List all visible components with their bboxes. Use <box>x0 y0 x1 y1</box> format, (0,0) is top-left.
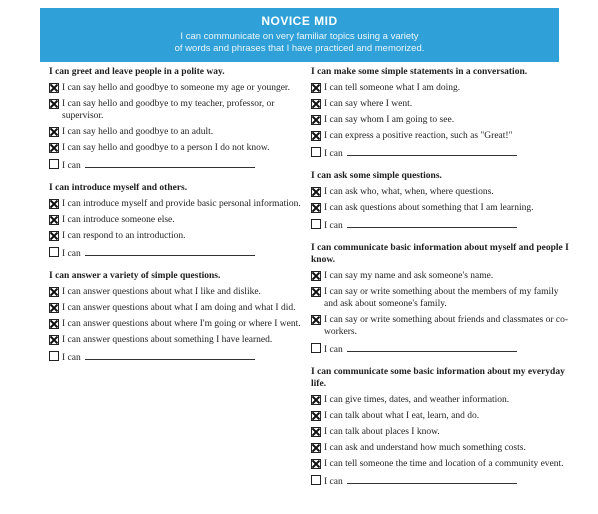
empty-checkbox[interactable] <box>311 147 321 157</box>
item-label: I can ask who, what, when, where questions. <box>324 187 494 197</box>
empty-checkbox[interactable] <box>49 159 59 169</box>
item-label: I can express a positive reaction, such as "Great!" <box>324 131 513 141</box>
item-text <box>324 202 571 214</box>
checked-checkbox[interactable] <box>49 319 59 329</box>
write-in-line[interactable] <box>347 218 517 228</box>
checklist-item <box>311 114 571 126</box>
write-in-line[interactable] <box>347 146 517 156</box>
section-title: I can answer a variety of simple questions. <box>49 271 221 281</box>
item-text <box>324 410 571 422</box>
item-text <box>324 474 571 488</box>
empty-checkbox[interactable] <box>311 219 321 229</box>
item-label: I can say hello and goodbye to someone my age or younger. <box>62 83 290 93</box>
section-title: I can ask some simple questions. <box>311 171 442 181</box>
checklist-item <box>311 82 571 94</box>
checked-checkbox[interactable] <box>311 99 321 109</box>
checklist-item <box>311 394 571 406</box>
item-label: I can talk about what I eat, learn, and do. <box>324 411 480 421</box>
level-description-line-1: I can communicate on very familiar topics using a variety <box>180 31 419 42</box>
checklist-item <box>311 314 571 338</box>
checklist-item <box>311 442 571 454</box>
checklist-section <box>49 66 301 172</box>
checked-checkbox[interactable] <box>49 231 59 241</box>
checklist-item <box>311 98 571 110</box>
empty-checkbox[interactable] <box>49 247 59 257</box>
item-label: I can respond to an introduction. <box>62 231 186 241</box>
checked-checkbox[interactable] <box>311 271 321 281</box>
checklist-item <box>311 202 571 214</box>
write-in-line[interactable] <box>347 342 517 352</box>
empty-checkbox[interactable] <box>311 475 321 485</box>
section-title: I can communicate some basic information about my everyday life. <box>311 367 565 389</box>
item-label: I can give times, dates, and weather information. <box>324 395 510 405</box>
item-label: I can <box>62 161 81 171</box>
item-label: I can say or write something about the members of my family and ask about someone's family. <box>324 287 559 309</box>
item-label: I can say hello and goodbye to a person I do not know. <box>62 143 270 153</box>
item-label: I can <box>324 149 343 159</box>
checked-checkbox[interactable] <box>49 143 59 153</box>
item-text <box>62 142 301 154</box>
item-label: I can <box>62 353 81 363</box>
checked-checkbox[interactable] <box>311 203 321 213</box>
checklist-section <box>311 242 571 356</box>
section-title: I can communicate basic information about myself and people I know. <box>311 243 569 265</box>
item-text <box>62 302 301 314</box>
checklist-item <box>49 318 301 330</box>
checked-checkbox[interactable] <box>311 427 321 437</box>
checklist-item <box>311 426 571 438</box>
checklist-item <box>49 230 301 242</box>
checklist-section <box>49 182 301 260</box>
checked-checkbox[interactable] <box>311 395 321 405</box>
checklist-item <box>49 214 301 226</box>
checked-checkbox[interactable] <box>311 115 321 125</box>
item-label: I can say or write something about friends and classmates or co-workers. <box>324 315 569 337</box>
checklist-item <box>49 350 301 364</box>
item-text <box>62 158 301 172</box>
item-text <box>324 186 571 198</box>
item-label: I can say where I went. <box>324 99 413 109</box>
checklist-section <box>49 270 301 364</box>
item-text <box>324 342 571 356</box>
item-text <box>62 246 301 260</box>
level-title: NOVICE MID <box>261 14 338 28</box>
checklist-item <box>311 186 571 198</box>
item-text <box>324 218 571 232</box>
empty-checkbox[interactable] <box>49 351 59 361</box>
section-title: I can greet and leave people in a polite way. <box>49 67 225 77</box>
item-label: I can answer questions about something I have learned. <box>62 335 273 345</box>
empty-checkbox[interactable] <box>311 343 321 353</box>
checklist-item <box>49 198 301 210</box>
checked-checkbox[interactable] <box>311 83 321 93</box>
checked-checkbox[interactable] <box>49 335 59 345</box>
section-title: I can introduce myself and others. <box>49 183 188 193</box>
item-label: I can <box>324 345 343 355</box>
checked-checkbox[interactable] <box>49 127 59 137</box>
checked-checkbox[interactable] <box>49 83 59 93</box>
level-description-line-2: of words and phrases that I have practiced and memorized. <box>174 43 425 54</box>
checked-checkbox[interactable] <box>49 199 59 209</box>
item-label: I can answer questions about what I am doing and what I did. <box>62 303 296 313</box>
item-text <box>324 458 571 470</box>
item-label: I can say hello and goodbye to my teacher, professor, or supervisor. <box>62 99 275 121</box>
right-column <box>311 66 571 498</box>
item-text <box>62 126 301 138</box>
item-text <box>62 286 301 298</box>
item-text <box>62 350 301 364</box>
item-text <box>324 314 571 338</box>
write-in-line[interactable] <box>347 474 517 484</box>
item-text <box>62 198 301 210</box>
item-text <box>324 270 571 282</box>
checklist-item <box>311 474 571 488</box>
checklist-section <box>311 366 571 488</box>
checklist-item <box>311 146 571 160</box>
item-label: I can <box>324 221 343 231</box>
item-label: I can tell someone what I am doing. <box>324 83 461 93</box>
checklist-item <box>49 246 301 260</box>
header-banner <box>40 8 559 62</box>
item-text <box>62 334 301 346</box>
checked-checkbox[interactable] <box>311 315 321 325</box>
checked-checkbox[interactable] <box>49 99 59 109</box>
item-text <box>324 286 571 310</box>
section-title: I can make some simple statements in a conversation. <box>311 67 528 77</box>
checked-checkbox[interactable] <box>311 459 321 469</box>
checklist-item <box>311 218 571 232</box>
item-label: I can talk about places I know. <box>324 427 440 437</box>
item-text <box>62 82 301 94</box>
item-text <box>62 98 301 122</box>
checklist-item <box>311 458 571 470</box>
item-label: I can say whom I am going to see. <box>324 115 455 125</box>
checked-checkbox[interactable] <box>311 411 321 421</box>
checklist-item <box>49 334 301 346</box>
item-label: I can introduce myself and provide basic personal information. <box>62 199 301 209</box>
checklist-item <box>49 302 301 314</box>
item-label: I can tell someone the time and location of a community event. <box>324 459 564 469</box>
item-label: I can answer questions about what I like and dislike. <box>62 287 261 297</box>
item-label: I can say hello and goodbye to an adult. <box>62 127 214 137</box>
checklist-item <box>49 142 301 154</box>
checklist-item <box>49 82 301 94</box>
checklist-item <box>49 158 301 172</box>
checklist-item <box>311 342 571 356</box>
write-in-line[interactable] <box>85 246 255 256</box>
left-column <box>49 66 301 374</box>
checked-checkbox[interactable] <box>49 303 59 313</box>
checklist-section <box>311 66 571 160</box>
item-text <box>62 230 301 242</box>
checklist-item <box>311 410 571 422</box>
level-description <box>40 31 559 55</box>
checklist-item <box>49 286 301 298</box>
item-text <box>324 146 571 160</box>
write-in-line[interactable] <box>85 158 255 168</box>
item-text <box>324 130 571 142</box>
item-label: I can ask questions about something that I am learning. <box>324 203 534 213</box>
item-text <box>62 318 301 330</box>
item-text <box>324 426 571 438</box>
item-text <box>62 214 301 226</box>
checked-checkbox[interactable] <box>49 215 59 225</box>
item-label: I can answer questions about where I'm going or where I went. <box>62 319 301 329</box>
checklist-item <box>49 98 301 122</box>
checklist-item <box>311 130 571 142</box>
item-text <box>324 442 571 454</box>
item-label: I can ask and understand how much something costs. <box>324 443 526 453</box>
checklist-section <box>311 170 571 232</box>
item-text <box>324 98 571 110</box>
item-text <box>324 394 571 406</box>
item-label: I can introduce someone else. <box>62 215 175 225</box>
checklist-item <box>311 286 571 310</box>
checked-checkbox[interactable] <box>311 287 321 297</box>
checklist-item <box>311 270 571 282</box>
checked-checkbox[interactable] <box>311 187 321 197</box>
item-label: I can say my name and ask someone's name. <box>324 271 494 281</box>
checklist-item <box>49 126 301 138</box>
item-text <box>324 82 571 94</box>
checked-checkbox[interactable] <box>311 131 321 141</box>
write-in-line[interactable] <box>85 350 255 360</box>
checked-checkbox[interactable] <box>49 287 59 297</box>
checked-checkbox[interactable] <box>311 443 321 453</box>
item-label: I can <box>62 249 81 259</box>
item-label: I can <box>324 477 343 487</box>
item-text <box>324 114 571 126</box>
